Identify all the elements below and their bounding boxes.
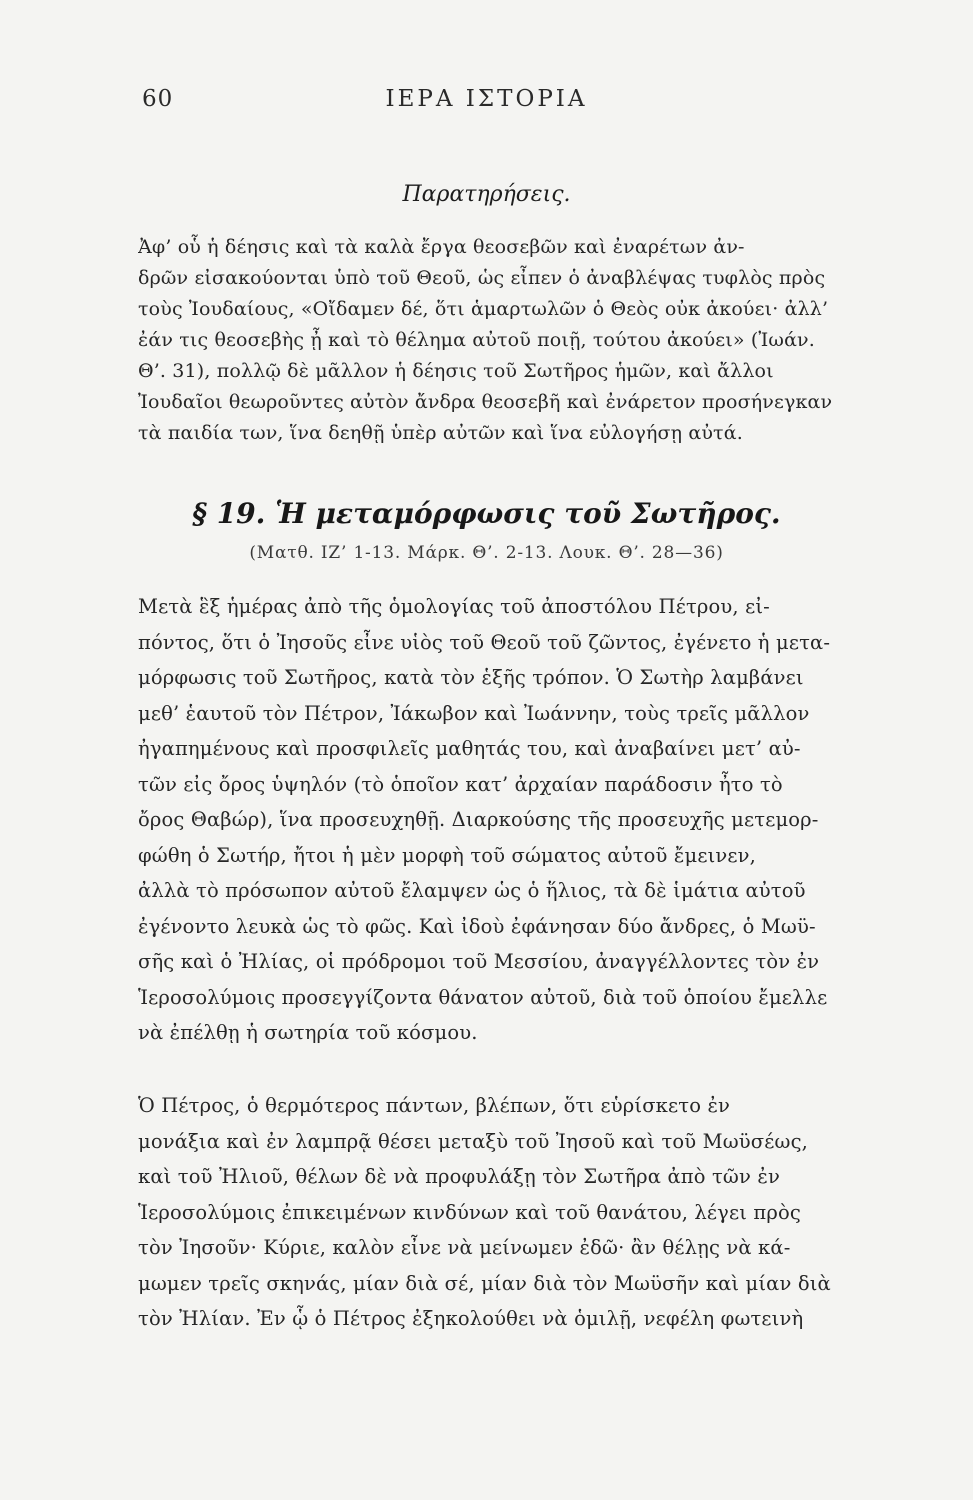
text-line: Ἱεροσολύμοις ἐπικειμένων κινδύνων καὶ τοῦ θανάτου, λέγει πρὸς xyxy=(138,1200,801,1224)
text-line: ἐάν τις θεοσεβὴς ᾖ καὶ τὸ θέλημα αὐτοῦ ποιῇ, τούτου ἀκούει» (Ἰωάν. xyxy=(138,329,815,351)
text-line: Μετὰ ἓξ ἡμέρας ἀπὸ τῆς ὁμολογίας τοῦ ἀποστόλου Πέτρου, εἰ- xyxy=(138,595,770,618)
text-line: μόρφωσις τοῦ Σωτῆρος, κατὰ τὸν ἑξῆς τρόπον. Ὁ Σωτὴρ λαμβάνει xyxy=(138,666,804,689)
text-line: πόντος, ὅτι ὁ Ἰησοῦς εἶνε υἱὸς τοῦ Θεοῦ τοῦ ζῶντος, ἐγένετο ἡ μετα- xyxy=(138,630,831,654)
text-line: τὸν Ἠλίαν. Ἐν ᾧ ὁ Πέτρος ἐξηκολούθει νὰ ὁμιλῇ, νεφέλη φωτεινὴ xyxy=(138,1307,804,1330)
scripture-references: (Ματθ. ΙΖ’ 1-13. Μάρκ. Θ’. 2-13. Λουκ. Θ’. 28—36) xyxy=(249,543,724,563)
observations-paragraph xyxy=(138,232,908,449)
text-line: καὶ τοῦ Ἠλιοῦ, θέλων δὲ νὰ προφυλάξῃ τὸν Σωτῆρα ἀπὸ τῶν ἐν xyxy=(138,1165,780,1188)
text-line: νὰ ἐπέλθῃ ἡ σωτηρία τοῦ κόσμου. xyxy=(138,1021,478,1044)
page-number: 60 xyxy=(142,86,174,112)
text-line: φώθη ὁ Σωτήρ, ἤτοι ἡ μὲν μορφὴ τοῦ σώματος αὐτοῦ ἔμεινεν, xyxy=(138,843,757,867)
text-line: δρῶν εἰσακούονται ὑπὸ τοῦ Θεοῦ, ὡς εἶπεν ὁ ἀναβλέψας τυφλὸς πρὸς xyxy=(138,267,826,289)
text-line: Θ’. 31), πολλῷ δὲ μᾶλλον ἡ δέησις τοῦ Σωτῆρος ἡμῶν, καὶ ἄλλοι xyxy=(138,360,774,382)
text-line: Ὁ Πέτρος, ὁ θερμότερος πάντων, βλέπων, ὅτι εὑρίσκετο ἐν xyxy=(138,1094,731,1117)
running-title: ΙΕΡΑ ΙΣΤΟΡΙΑ xyxy=(385,86,588,112)
text-line: τὸν Ἰησοῦν· Κύριε, καλὸν εἶνε νὰ μείνωμεν ἐδῶ· ἂν θέλῃς νὰ κά- xyxy=(138,1236,791,1259)
text-line: μονάξια καὶ ἐν λαμπρᾷ θέσει μεταξὺ τοῦ Ἰησοῦ καὶ τοῦ Μωϋσέως, xyxy=(138,1129,808,1153)
text-line: μεθ’ ἑαυτοῦ τὸν Πέτρον, Ἰάκωβον καὶ Ἰωάννην, τοὺς τρεῖς μᾶλλον xyxy=(138,701,810,725)
text-line: ἠγαπημένους καὶ προσφιλεῖς μαθητάς του, καὶ ἀναβαίνει μετ’ αὐ- xyxy=(138,737,801,760)
text-line: Ἱεροσολύμοις προσεγγίζοντα θάνατον αὐτοῦ, διὰ τοῦ ὁποίου ἔμελλε xyxy=(138,985,828,1009)
text-line: ἐγένοντο λευκὰ ὡς τὸ φῶς. Καὶ ἰδοὺ ἐφάνησαν δύο ἄνδρες, ὁ Μωϋ- xyxy=(138,914,816,938)
text-line: ὄρος Θαβώρ), ἵνα προσευχηθῇ. Διαρκούσης τῆς προσευχῆς μετεμορ- xyxy=(138,808,819,831)
section-paragraph-1 xyxy=(138,589,908,1051)
text-line: τῶν εἰς ὄρος ὑψηλόν (τὸ ὁποῖον κατ’ ἀρχαίαν παράδοσιν ἦτο τὸ xyxy=(138,772,783,796)
text-line: Ἀφ’ οὗ ἡ δέησις καὶ τὰ καλὰ ἔργα θεοσεβῶν καὶ ἐναρέτων ἀν- xyxy=(138,236,745,258)
text-line: σῆς καὶ ὁ Ἠλίας, οἱ πρόδρομοι τοῦ Μεσσίου, ἀναγγέλλοντες τὸν ἐν xyxy=(138,950,820,973)
text-line: τοὺς Ἰουδαίους, «Οἴδαμεν δέ, ὅτι ἁμαρτωλῶν ὁ Θεὸς οὐκ ἀκούει· ἀλλ’ xyxy=(138,298,829,320)
text-line: ἀλλὰ τὸ πρόσωπον αὐτοῦ ἔλαμψεν ὡς ὁ ἥλιος, τὰ δὲ ἱμάτια αὐτοῦ xyxy=(138,879,806,902)
section-paragraph-2 xyxy=(138,1088,908,1337)
text-line: μωμεν τρεῖς σκηνάς, μίαν διὰ σέ, μίαν διὰ τὸν Μωϋσῆν καὶ μίαν διὰ xyxy=(138,1271,831,1295)
section-title: § 19. Ἡ μεταμόρφωσις τοῦ Σωτῆρος. xyxy=(192,497,781,530)
text-line: τὰ παιδία των, ἵνα δεηθῇ ὑπὲρ αὐτῶν καὶ ἵνα εὐλογήσῃ αὐτά. xyxy=(138,422,743,444)
text-line: Ἰουδαῖοι θεωροῦντες αὐτὸν ἄνδρα θεοσεβῆ καὶ ἐνάρετον προσήνεγκαν xyxy=(138,391,833,413)
observations-heading: Παρατηρήσεις. xyxy=(402,182,571,207)
